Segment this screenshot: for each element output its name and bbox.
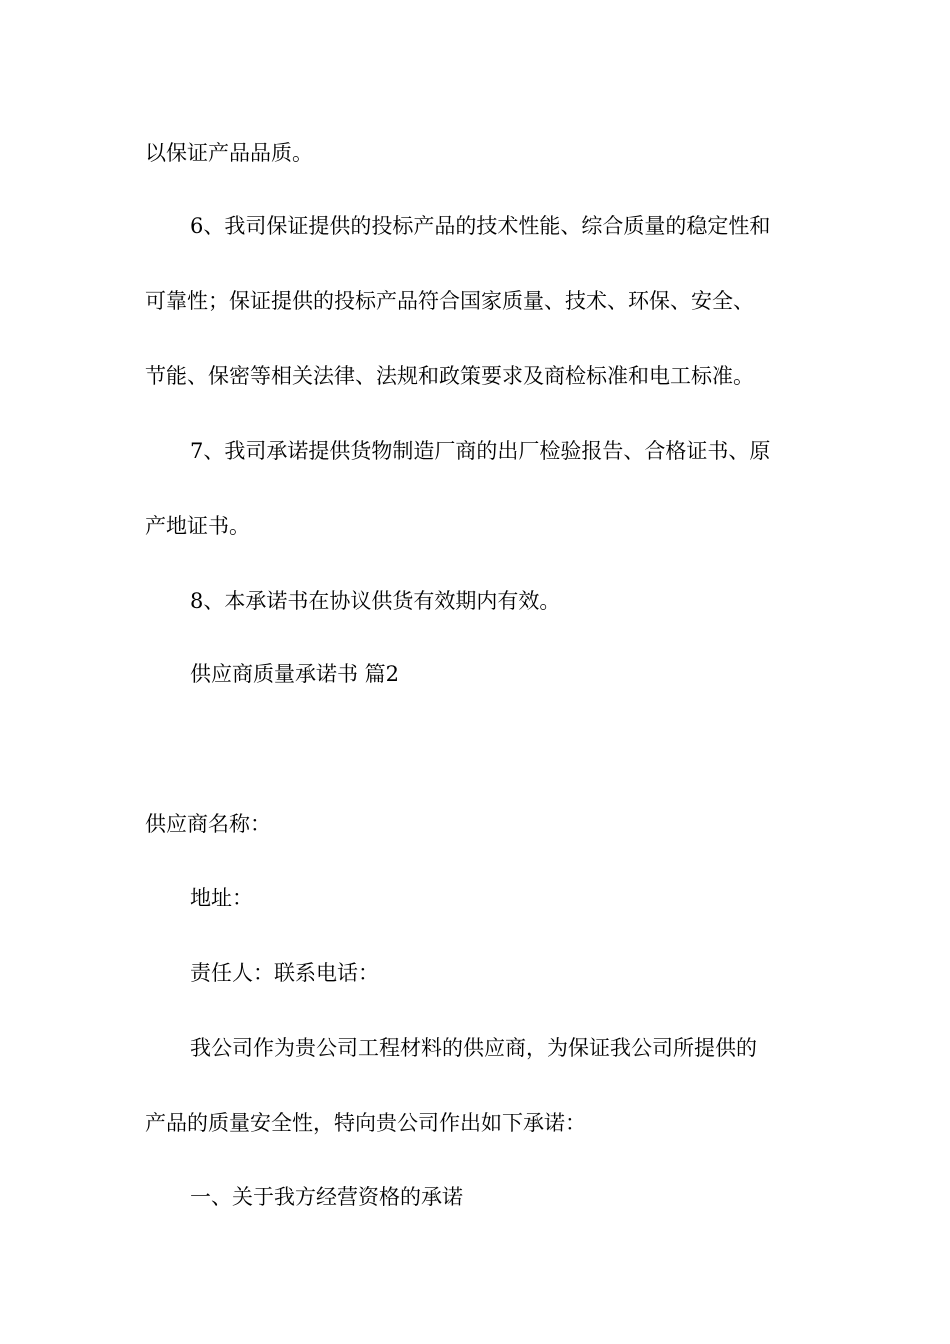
section-heading-qualification: 一、关于我方经营资格的承诺	[190, 1185, 463, 1209]
supplier-name-field: 供应商名称：	[145, 812, 271, 836]
text-line-item-8: 8、本承诺书在协议供货有效期内有效。	[190, 589, 561, 613]
section-heading-part-2: 供应商质量承诺书 篇2	[190, 662, 400, 686]
text-line-item-6-cont-1: 可靠性；保证提供的投标产品符合国家质量、技术、环保、安全、	[145, 289, 754, 313]
text-line-commitment-intro-cont: 产品的质量安全性，特向贵公司作出如下承诺：	[145, 1111, 586, 1135]
address-field: 地址：	[190, 886, 253, 910]
text-line-item-6: 6、我司保证提供的投标产品的技术性能、综合质量的稳定性和	[190, 214, 771, 238]
text-line-commitment-intro: 我公司作为贵公司工程材料的供应商，为保证我公司所提供的	[190, 1036, 757, 1060]
responsible-contact-field: 责任人：联系电话：	[190, 961, 379, 985]
text-line-item-7: 7、我司承诺提供货物制造厂商的出厂检验报告、合格证书、原	[190, 439, 771, 463]
text-line-continuation-quality: 以保证产品品质。	[145, 141, 313, 165]
text-line-item-7-cont: 产地证书。	[145, 514, 250, 538]
text-line-item-6-cont-2: 节能、保密等相关法律、法规和政策要求及商检标准和电工标准。	[145, 364, 754, 388]
